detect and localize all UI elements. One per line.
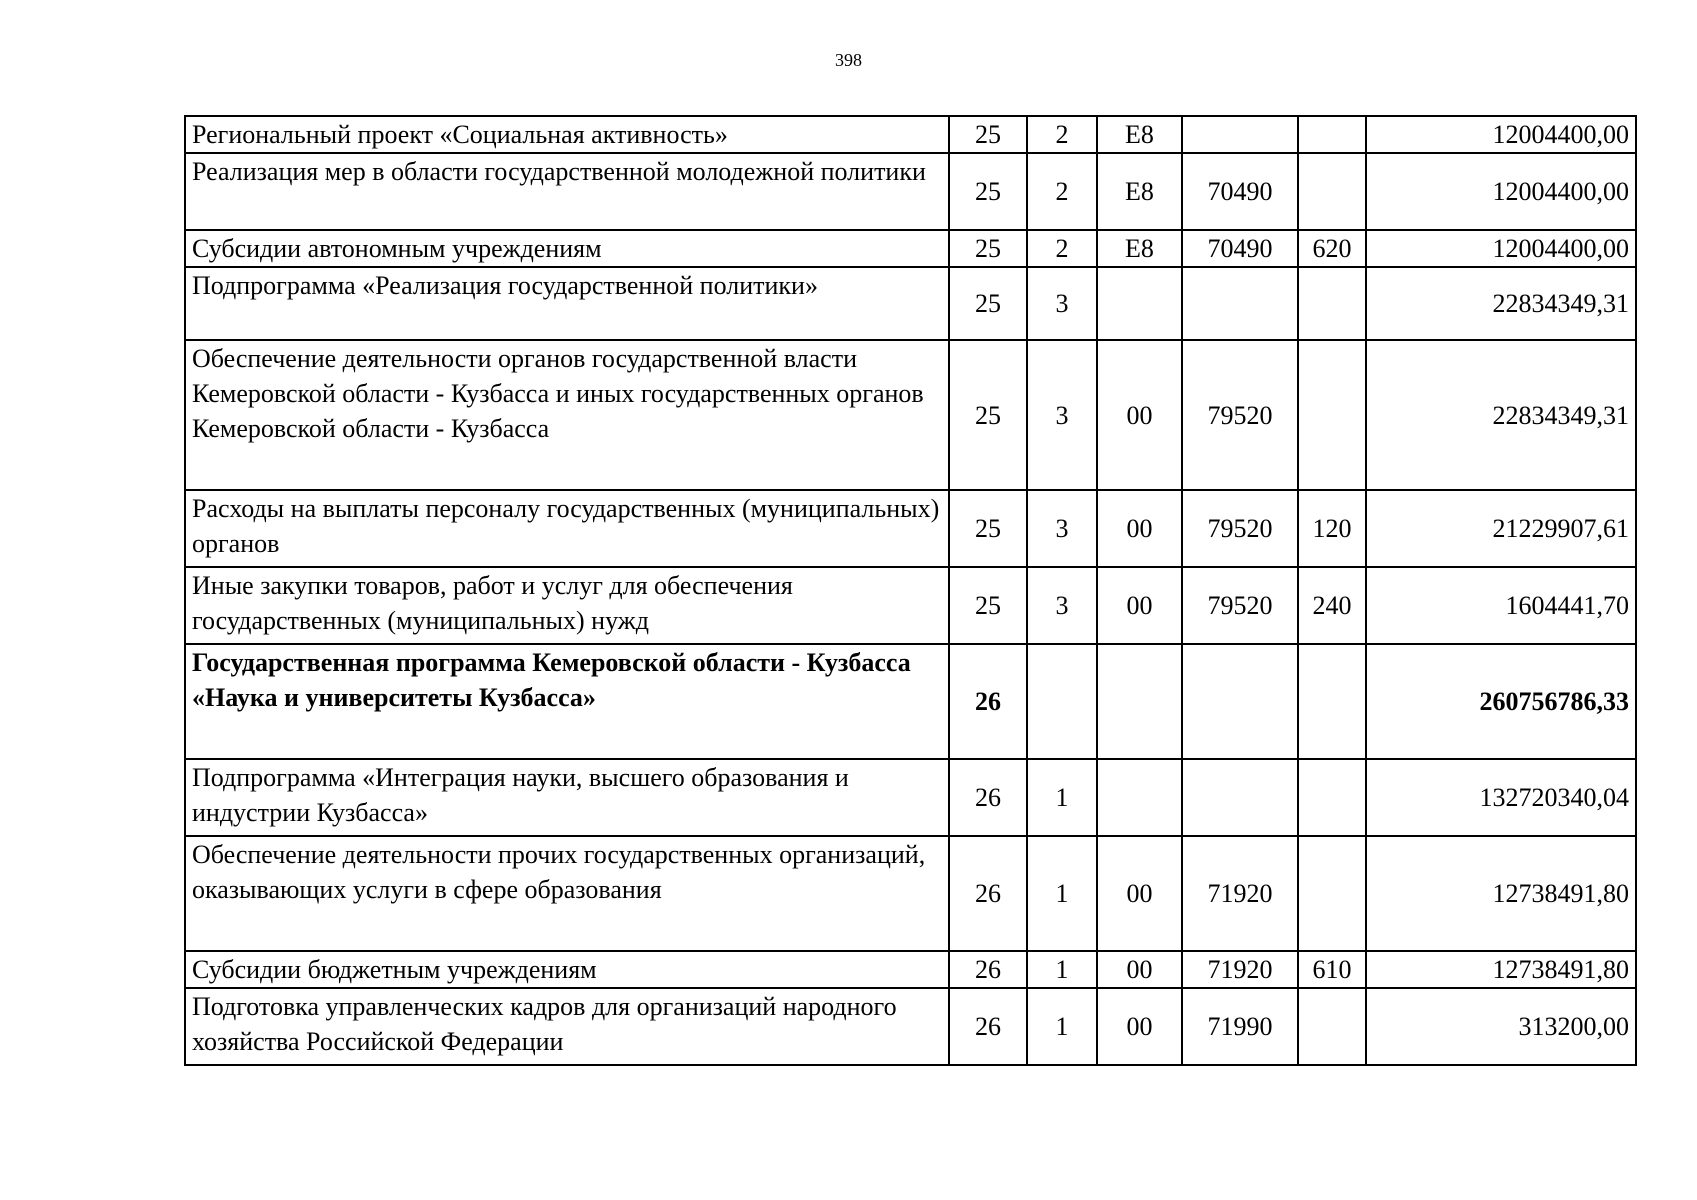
code-subprogram: 1 [1027, 759, 1097, 836]
code-expense: 79520 [1182, 490, 1298, 567]
row-amount: 1604441,70 [1366, 567, 1636, 644]
code-expense: 79520 [1182, 340, 1298, 490]
code-type [1298, 153, 1366, 230]
table-row [185, 490, 1636, 567]
row-description: Иные закупки товаров, работ и услуг для обеспечения государственных (муниципальных) нужд [185, 567, 949, 644]
row-description: Подпрограмма «Интеграция науки, высшего образования и индустрии Кузбасса» [185, 759, 949, 836]
code-direction: 00 [1097, 951, 1182, 988]
code-type [1298, 988, 1366, 1065]
table-row [185, 759, 1636, 836]
row-description: Подготовка управленческих кадров для организаций народного хозяйства Российской Федерации [185, 988, 949, 1065]
code-subprogram: 2 [1027, 153, 1097, 230]
code-subprogram: 3 [1027, 567, 1097, 644]
table-row [185, 951, 1636, 988]
code-type: 620 [1298, 230, 1366, 267]
row-amount: 313200,00 [1366, 988, 1636, 1065]
code-subprogram: 3 [1027, 340, 1097, 490]
code-type [1298, 759, 1366, 836]
code-subprogram: 1 [1027, 836, 1097, 951]
row-description: Реализация мер в области государственной молодежной политики [185, 153, 949, 230]
table-row [185, 644, 1636, 759]
code-direction [1097, 267, 1182, 340]
code-expense: 71990 [1182, 988, 1298, 1065]
budget-table [184, 115, 1637, 1066]
code-program: 25 [949, 116, 1027, 153]
code-subprogram: 2 [1027, 230, 1097, 267]
code-subprogram: 1 [1027, 951, 1097, 988]
row-description: Обеспечение деятельности органов государственной власти Кемеровской области - Кузбасса и иных государственных органов Кемеровской области - Кузбасса [185, 340, 949, 490]
code-type [1298, 644, 1366, 759]
code-program: 26 [949, 759, 1027, 836]
code-expense: 71920 [1182, 951, 1298, 988]
code-expense [1182, 116, 1298, 153]
code-program: 25 [949, 267, 1027, 340]
code-direction [1097, 759, 1182, 836]
row-amount: 260756786,33 [1366, 644, 1636, 759]
code-direction: 00 [1097, 988, 1182, 1065]
code-direction [1097, 644, 1182, 759]
code-type [1298, 836, 1366, 951]
row-description: Региональный проект «Социальная активность» [185, 116, 949, 153]
table-row [185, 567, 1636, 644]
code-type: 610 [1298, 951, 1366, 988]
code-program: 26 [949, 644, 1027, 759]
code-direction: Е8 [1097, 116, 1182, 153]
code-direction: 00 [1097, 567, 1182, 644]
code-expense: 71920 [1182, 836, 1298, 951]
code-program: 25 [949, 567, 1027, 644]
row-amount: 12738491,80 [1366, 836, 1636, 951]
code-direction: 00 [1097, 836, 1182, 951]
page-number: 398 [835, 50, 862, 70]
table-body [185, 116, 1636, 1065]
code-direction: 00 [1097, 340, 1182, 490]
code-program: 25 [949, 230, 1027, 267]
code-expense [1182, 644, 1298, 759]
table-row [185, 230, 1636, 267]
code-type: 120 [1298, 490, 1366, 567]
code-program: 26 [949, 951, 1027, 988]
table-row [185, 116, 1636, 153]
table-row [185, 340, 1636, 490]
row-amount: 22834349,31 [1366, 340, 1636, 490]
code-type [1298, 267, 1366, 340]
row-amount: 12004400,00 [1366, 153, 1636, 230]
table-row [185, 836, 1636, 951]
code-subprogram: 2 [1027, 116, 1097, 153]
row-description: Государственная программа Кемеровской области - Кузбасса «Наука и университеты Кузбасса» [185, 644, 949, 759]
row-description: Обеспечение деятельности прочих государственных организаций, оказывающих услуги в сфере образования [185, 836, 949, 951]
code-program: 26 [949, 836, 1027, 951]
row-description: Субсидии бюджетным учреждениям [185, 951, 949, 988]
code-expense: 79520 [1182, 567, 1298, 644]
code-subprogram [1027, 644, 1097, 759]
code-subprogram: 3 [1027, 490, 1097, 567]
table-row [185, 153, 1636, 230]
row-amount: 12004400,00 [1366, 230, 1636, 267]
code-subprogram: 3 [1027, 267, 1097, 340]
table-row [185, 988, 1636, 1065]
row-amount: 12004400,00 [1366, 116, 1636, 153]
row-amount: 12738491,80 [1366, 951, 1636, 988]
row-description: Субсидии автономным учреждениям [185, 230, 949, 267]
code-direction: 00 [1097, 490, 1182, 567]
row-description: Расходы на выплаты персоналу государственных (муниципальных) органов [185, 490, 949, 567]
code-expense: 70490 [1182, 230, 1298, 267]
code-subprogram: 1 [1027, 988, 1097, 1065]
code-expense: 70490 [1182, 153, 1298, 230]
code-program: 25 [949, 490, 1027, 567]
table-row [185, 267, 1636, 340]
row-description: Подпрограмма «Реализация государственной политики» [185, 267, 949, 340]
row-amount: 21229907,61 [1366, 490, 1636, 567]
code-type [1298, 116, 1366, 153]
row-amount: 132720340,04 [1366, 759, 1636, 836]
code-program: 26 [949, 988, 1027, 1065]
code-direction: Е8 [1097, 153, 1182, 230]
code-expense [1182, 267, 1298, 340]
code-program: 25 [949, 340, 1027, 490]
code-type: 240 [1298, 567, 1366, 644]
code-program: 25 [949, 153, 1027, 230]
code-expense [1182, 759, 1298, 836]
code-type [1298, 340, 1366, 490]
row-amount: 22834349,31 [1366, 267, 1636, 340]
code-direction: Е8 [1097, 230, 1182, 267]
